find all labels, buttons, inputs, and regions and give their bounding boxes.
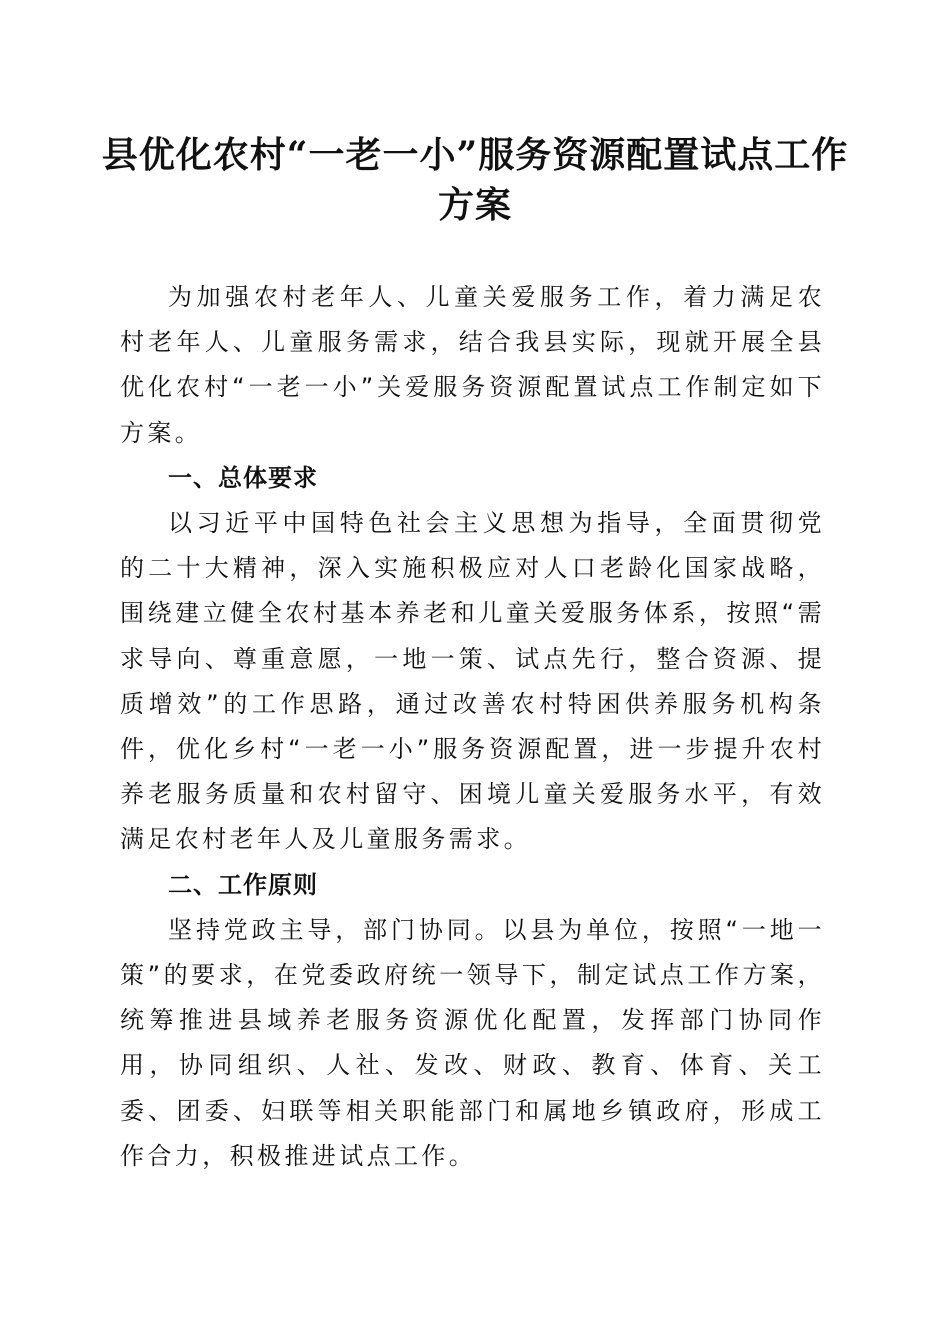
section-heading-work-principles: 二、工作原则 (168, 870, 318, 899)
section-paragraph-work-principles: 坚持党政主导，部门协同。以县为单位，按照“一地一策”的要求，在党委政府统一领导下，制定试点工作方案，统筹推进县域养老服务资源优化配置，发挥部门协同作用，协同组织、人社、发改、财政、教育、体育、关工委、团委、妇联等相关职能部门和属地乡镇政府，形成工作合力，积极推进试点工作。 (120, 915, 825, 1170)
section-paragraph-general-requirements: 以习近平中国特色社会主义思想为指导，全面贯彻党的二十大精神，深入实施积极应对人口老龄化国家战略，围绕建立健全农村基本养老和儿童关爱服务体系，按照“需求导向、尊重意愿，一地一策、试点先行，整合资源、提质增效”的工作思路，通过改善农村特困供养服务机构条件，优化乡村“一老一小”服务资源配置，进一步提升农村养老服务质量和农村留守、困境儿童关爱服务水平，有效满足农村老年人及儿童服务需求。 (120, 509, 825, 854)
intro-paragraph: 为加强农村老年人、儿童关爱服务工作，着力满足农村老年人、儿童服务需求，结合我县实际，现就开展全县优化农村“一老一小”关爱服务资源配置试点工作制定如下方案。 (120, 283, 825, 447)
document-body (120, 275, 825, 1179)
section-heading-general-requirements: 一、总体要求 (168, 463, 318, 492)
document-title: 县优化农村“一老一小”服务资源配置试点工作方案 (101, 134, 849, 226)
